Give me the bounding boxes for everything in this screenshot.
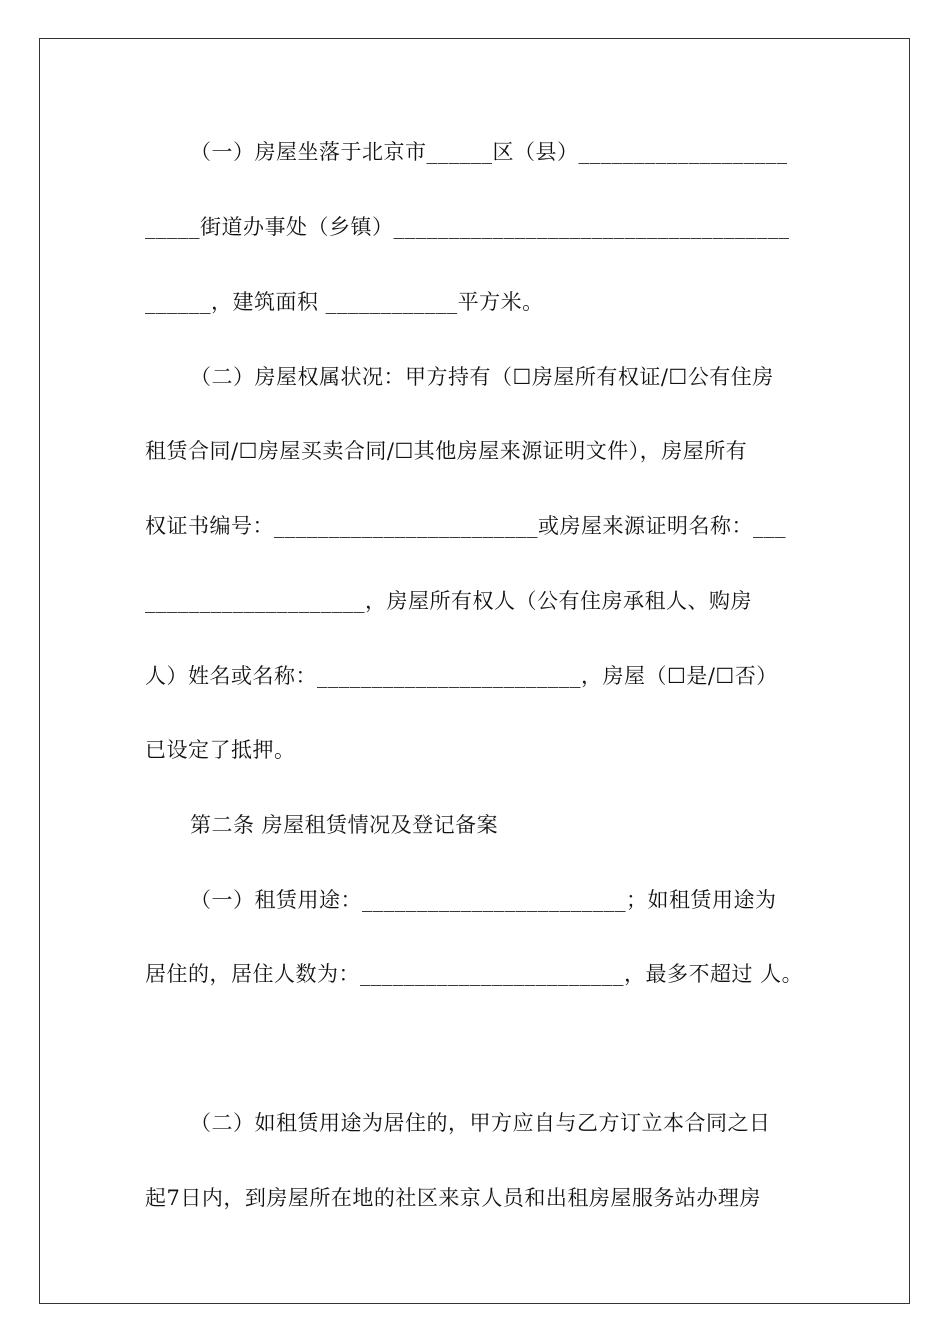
text-line-floor-area: ______，建筑面积 ____________平方米。 (145, 290, 544, 314)
text-line-registration: （二）如租赁用途为居住的，甲方应自与乙方订立本合同之日 (190, 1111, 771, 1135)
section-heading-article-two: 第二条 房屋租赁情况及登记备案 (190, 813, 499, 837)
text-line-owner-name: 人）姓名或名称：________________________，房屋（☐是/☐否） (145, 664, 778, 688)
text-line-lease-contract: 租赁合同/☐房屋买卖合同/☐其他房屋来源证明文件），房屋所有 (145, 439, 748, 463)
text-line-occupants: 居住的，居住人数为：________________________，最多不超过 人。 (145, 962, 804, 986)
text-line-ownership-status: （二）房屋权属状况：甲方持有（☐房屋所有权证/☐公有住房 (190, 365, 774, 389)
text-line-mortgage: 已设定了抵押。 (145, 738, 296, 762)
text-line-owner: ____________________，房屋所有权人（公有住房承租人、购房 (145, 589, 752, 613)
text-line-lease-purpose: （一）租赁用途：________________________；如租赁用途为 (190, 888, 777, 912)
text-line-certificate-number: 权证书编号：________________________或房屋来源证明名称：___ (145, 514, 786, 538)
text-line-registration-cont: 起7日内，到房屋所在地的社区来京人员和出租房屋服务站办理房 (145, 1186, 761, 1210)
text-line-street-office: _____街道办事处（乡镇）____________________________________ (145, 215, 790, 239)
text-line-location: （一）房屋坐落于北京市______区（县）___________________ (190, 140, 788, 164)
